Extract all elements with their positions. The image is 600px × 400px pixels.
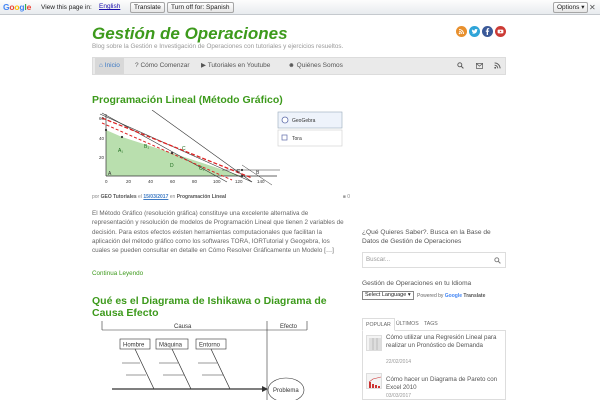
translate-prompt: View this page in: [41,4,92,11]
nav-item-inicio[interactable]: ⌂ Inicio [95,58,124,74]
y-tick: 20 [99,155,105,160]
point-label: B [256,170,260,176]
effect-header: Efecto [280,324,298,330]
read-more-link[interactable]: Continua Leyendo [92,270,144,277]
main-nav [92,57,506,75]
point-label: C₁ [199,166,205,172]
translate-bar [0,0,600,15]
point-label: B₁ [144,144,150,150]
x-tick: 120 [235,179,243,184]
post-thumbnail[interactable] [366,335,382,351]
close-icon[interactable]: ✕ [589,3,596,12]
twitter-icon[interactable] [469,26,480,37]
x-tick: 140 [257,179,265,184]
site-title[interactable]: Gestión de Operaciones [92,24,288,43]
point-label: A [108,171,112,177]
tab-ultimos[interactable]: ÚLTIMOS [396,321,419,327]
geogebra-label: GeoGebra [292,118,316,124]
popular-post-date: 03/03/2017 [386,393,412,399]
y-tick: 60 [99,116,105,121]
x-tick: 40 [148,179,154,184]
x-tick: 80 [192,179,198,184]
language-select[interactable]: English [99,3,121,10]
tab-popular[interactable]: POPULAR [362,318,395,331]
post-image-graph[interactable] [92,110,350,190]
point-label: D [170,163,174,169]
users-icon: ☻ [288,62,295,69]
youtube-small-icon: ▶ [201,62,206,69]
sidebar-search-input[interactable]: Buscar... [362,252,506,268]
post-image-ishikawa[interactable] [92,319,350,400]
comment-icon: ■ [342,194,346,200]
language-dropdown[interactable]: Select Language ▾ [362,291,414,300]
search-icon[interactable] [494,253,501,270]
x-tick: 100 [213,179,221,184]
x-tick: 60 [170,179,176,184]
popular-post-date: 22/02/2014 [386,359,412,365]
post-title-programacion-lineal[interactable]: Programación Lineal (Método Gráfico) [92,94,283,106]
turn-off-button[interactable]: Turn off for: Spanish [167,2,234,13]
cause-header: Causa [174,324,192,330]
youtube-icon[interactable] [495,26,506,37]
rss-icon[interactable] [456,26,467,37]
y-tick: 40 [99,136,105,141]
language-heading: Gestión de Operaciones en tu Idioma [362,280,472,287]
home-icon: ⌂ [99,62,103,69]
popular-post-title[interactable]: Cómo hacer un Diagrama de Pareto con Excel 2010 [386,376,498,391]
nav-item-quienes-somos[interactable]: ☻ Quiénes Somos [288,62,343,69]
popular-list [362,331,506,400]
cause-hombre: Hombre [123,342,145,349]
rss-nav-icon[interactable] [494,58,501,74]
problem-label: Problema [273,388,299,394]
comment-count[interactable]: ■ 0 [342,194,350,200]
x-tick: 0 [105,179,108,184]
nav-item-como-comenzar[interactable]: ? Cómo Comenzar [135,62,190,69]
post-thumbnail[interactable] [366,373,382,389]
cause-entorno: Entorno [199,342,221,349]
post-title-ishikawa[interactable]: Qué es el Diagrama de Ishikawa o Diagrama de Causa Efecto [92,295,327,319]
options-button[interactable]: Options ▾ [553,2,588,13]
popular-post-title[interactable]: Cómo utilizar una Regresión Lineal para realizar un Pronóstico de Demanda [386,334,497,349]
post-excerpt: El Método Gráfico (resolución gráfica) constituye una excelente alternativa de representación y resolución de modelos de Programación Lineal que tienen 2 variables de decisión. Para estos efectos existen herramientas computacionales que facilitan la aplicación del método gráfico como los softwares TORA, IORTutorial y Geogebra, los cuales se pueden consultar en detalle en Cómo Resolver Gráficamente un Modelo […] [92,210,344,255]
google-logo: Google [3,2,32,12]
question-icon: ? [135,62,139,69]
facebook-icon[interactable] [482,26,493,37]
translate-button[interactable]: Translate [130,2,165,13]
tab-tags[interactable]: TAGS [424,321,438,327]
site-description: Blog sobre la Gestión e Investigación de Operaciones con tutoriales y ejercicios resueltos. [92,43,344,50]
search-heading: ¿Qué Quieres Saber?. Busca en la Base de Datos de Gestión de Operaciones [362,229,491,245]
sidebar-tabs [362,318,506,331]
mail-icon[interactable] [476,58,483,74]
post-meta: por GEO Tutoriales el 15/03/2017 en Programación Lineal ■ 0 [92,194,350,200]
search-icon[interactable] [457,58,464,74]
post-author[interactable]: GEO Tutoriales [100,194,137,200]
x-tick: 20 [126,179,132,184]
post-date[interactable]: 15/03/2017 [143,194,169,200]
point-label: E [237,169,241,175]
tora-label: Tora [292,136,302,142]
nav-item-tutoriales-youtube[interactable]: ▶ Tutoriales en Youtube [201,62,271,69]
point-label: A₁ [118,148,124,154]
powered-by: Powered by Google Translate [417,293,486,299]
post-category[interactable]: Programación Lineal [176,194,227,200]
point-label: C [182,146,186,152]
cause-maquina: Máquina [159,342,183,349]
google-mini-logo: Google [444,293,463,299]
